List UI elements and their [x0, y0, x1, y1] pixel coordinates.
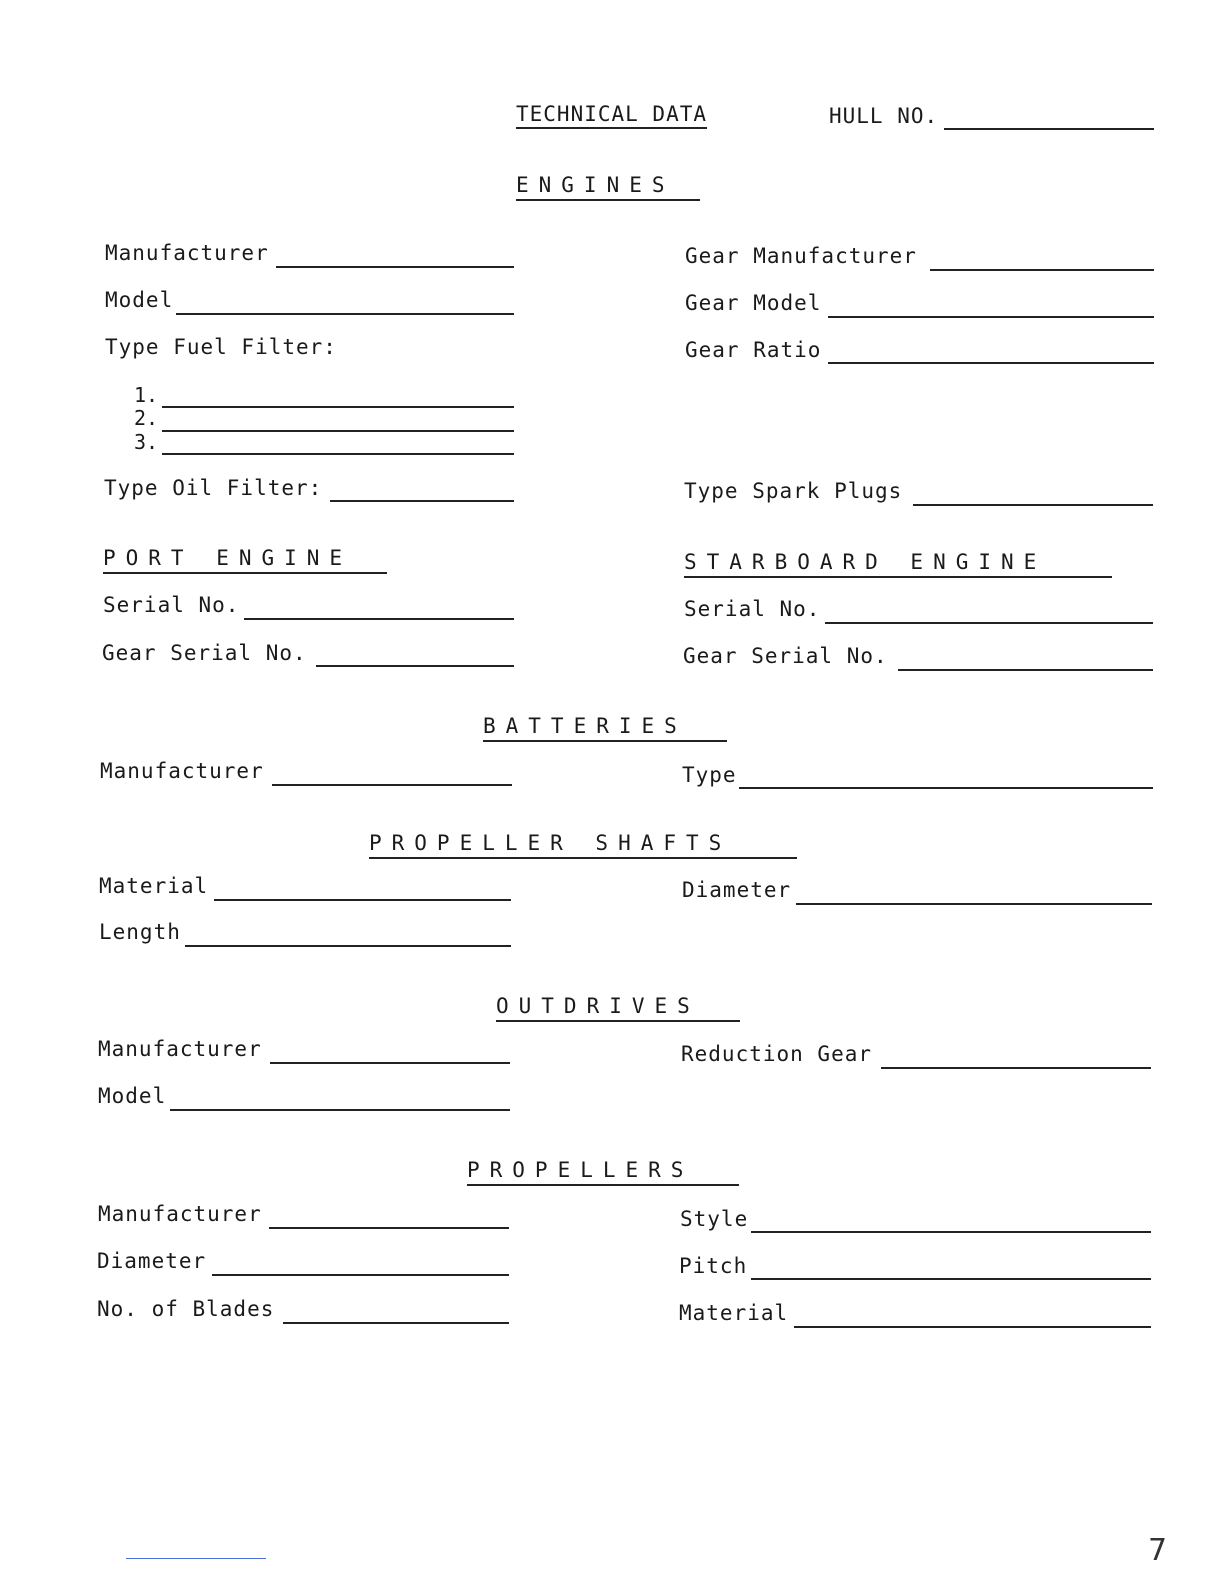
outdrive-manufacturer-field[interactable] — [270, 1062, 510, 1064]
starboard-engine-heading: STARBOARD ENGINE — [684, 552, 1112, 578]
fuel-filter-item-3-label: 3. — [134, 430, 159, 454]
starboard-serial-label: Serial No. — [684, 597, 821, 621]
shaft-length-field[interactable] — [185, 945, 511, 947]
oil-filter-label: Type Oil Filter: — [104, 476, 323, 500]
reduction-gear-field[interactable] — [881, 1067, 1151, 1069]
port-serial-field[interactable] — [244, 618, 514, 620]
propeller-diameter-field[interactable] — [212, 1274, 509, 1276]
battery-manufacturer-label: Manufacturer — [100, 759, 264, 783]
page-number: 7 — [1148, 1533, 1168, 1568]
fuel-filter-item-2-field[interactable] — [162, 430, 514, 432]
engine-manufacturer-field[interactable] — [276, 266, 514, 268]
starboard-gear-serial-label: Gear Serial No. — [683, 644, 888, 668]
propellers-heading: PROPELLERS — [467, 1160, 739, 1186]
port-gear-serial-label: Gear Serial No. — [102, 641, 307, 665]
oil-filter-field[interactable] — [330, 500, 514, 502]
propeller-pitch-field[interactable] — [751, 1278, 1151, 1280]
fuel-filter-item-1-label: 1. — [134, 383, 159, 407]
fuel-filter-item-3-field[interactable] — [162, 453, 514, 455]
hull-no-field[interactable] — [944, 128, 1154, 130]
propeller-style-label: Style — [680, 1207, 749, 1231]
propeller-manufacturer-field[interactable] — [269, 1227, 509, 1229]
shaft-diameter-field[interactable] — [796, 903, 1152, 905]
hull-no-label: HULL NO. — [829, 104, 939, 128]
fuel-filter-item-1-field[interactable] — [162, 406, 514, 408]
spark-plugs-label: Type Spark Plugs — [684, 479, 903, 503]
gear-ratio-label: Gear Ratio — [685, 338, 822, 362]
propeller-blades-field[interactable] — [283, 1322, 509, 1324]
battery-type-field[interactable] — [739, 787, 1153, 789]
gear-manufacturer-label: Gear Manufacturer — [685, 244, 917, 268]
shaft-length-label: Length — [99, 920, 181, 944]
footer-blue-rule — [126, 1558, 266, 1559]
page-title: TECHNICAL DATA — [516, 104, 707, 129]
propeller-diameter-label: Diameter — [97, 1249, 207, 1273]
outdrive-model-field[interactable] — [170, 1109, 510, 1111]
propeller-blades-label: No. of Blades — [97, 1297, 275, 1321]
gear-model-label: Gear Model — [685, 291, 822, 315]
port-engine-heading: PORT ENGINE — [103, 548, 387, 574]
starboard-serial-field[interactable] — [825, 622, 1153, 624]
starboard-gear-serial-field[interactable] — [898, 669, 1153, 671]
engines-heading: ENGINES — [516, 175, 700, 201]
outdrives-heading: OUTDRIVES — [496, 996, 740, 1022]
port-gear-serial-field[interactable] — [316, 665, 514, 667]
propeller-material-field[interactable] — [794, 1326, 1151, 1328]
propeller-material-label: Material — [679, 1301, 789, 1325]
propeller-pitch-label: Pitch — [679, 1254, 748, 1278]
gear-model-field[interactable] — [828, 316, 1154, 318]
battery-manufacturer-field[interactable] — [272, 784, 512, 786]
battery-type-label: Type — [682, 763, 737, 787]
shaft-material-label: Material — [99, 874, 209, 898]
reduction-gear-label: Reduction Gear — [681, 1042, 873, 1066]
outdrive-model-label: Model — [98, 1084, 167, 1108]
batteries-heading: BATTERIES — [483, 716, 727, 742]
engine-manufacturer-label: Manufacturer — [105, 241, 269, 265]
shaft-diameter-label: Diameter — [682, 878, 792, 902]
spark-plugs-field[interactable] — [913, 504, 1153, 506]
fuel-filter-label: Type Fuel Filter: — [105, 335, 337, 359]
gear-ratio-field[interactable] — [828, 362, 1154, 364]
propeller-style-field[interactable] — [751, 1231, 1151, 1233]
engine-model-label: Model — [105, 288, 174, 312]
gear-manufacturer-field[interactable] — [930, 269, 1154, 271]
port-serial-label: Serial No. — [103, 593, 240, 617]
propeller-manufacturer-label: Manufacturer — [98, 1202, 262, 1226]
propeller-shafts-heading: PROPELLER SHAFTS — [369, 833, 797, 859]
fuel-filter-item-2-label: 2. — [134, 406, 159, 430]
engine-model-field[interactable] — [176, 313, 514, 315]
shaft-material-field[interactable] — [214, 899, 511, 901]
outdrive-manufacturer-label: Manufacturer — [98, 1037, 262, 1061]
